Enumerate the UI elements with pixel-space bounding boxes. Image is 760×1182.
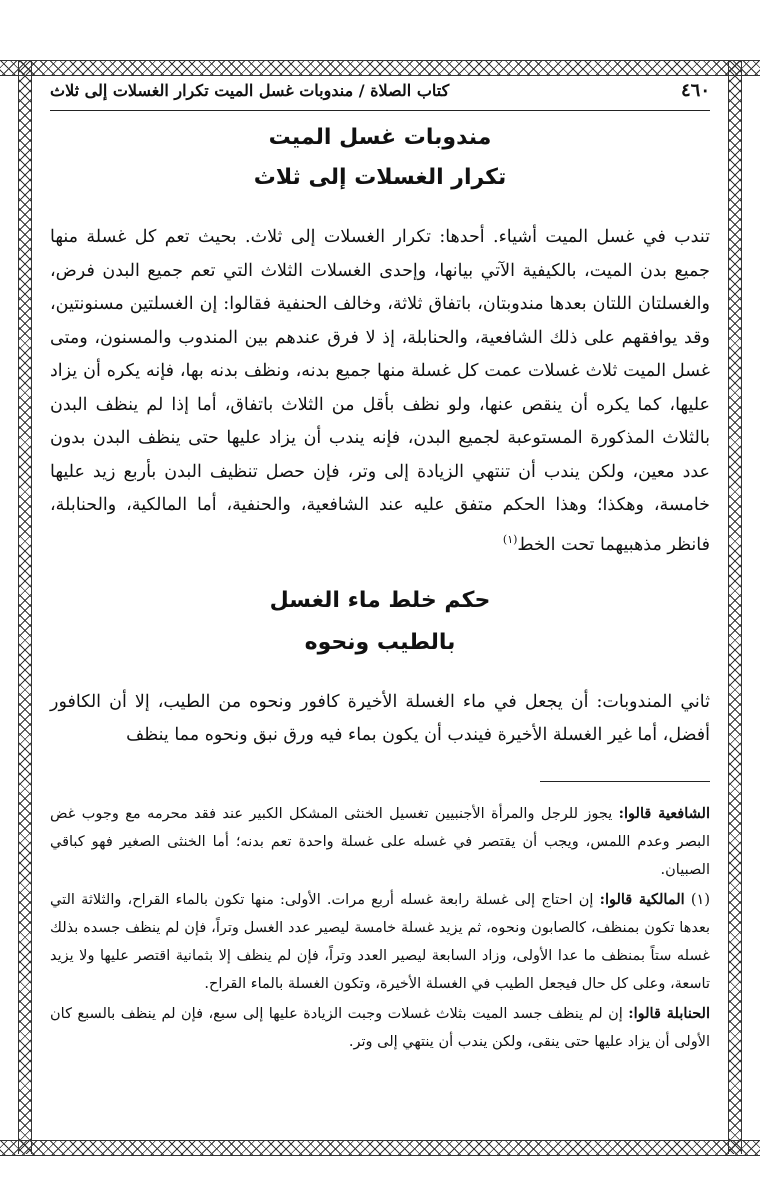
page-number: ٤٦٠ [680,80,710,101]
section-heading-2: حكم خلط ماء الغسل [269,587,491,613]
decorative-border-bottom [0,1140,760,1156]
section-subheading-1: تكرار الغسلات إلى ثلاث [253,165,507,190]
section-heading-1: مندوبات غسل الميت [268,125,492,150]
footnote-shafii [50,800,710,884]
footnote-hanbali-text: إن لم ينظف جسد الميت بثلاث غسلات وجبت الزيادة عليها إلى سبع، فإن لم ينظف بالسبع كان الأولى أن يزاد عليها حتى ينقى، ولكن يندب أن ينتهي إلى وتر. [50,1005,710,1050]
footnote-maliki-text: إن احتاج إلى غسلة رابعة غسله أربع مرات. الأولى: منها تكون بالماء القراح، والثلاثة التي بعدها تكون بمنظف، كالصابون ونحوه، ثم يزيد غسلة خامسة ليصير عدد الغسل وتراً، فإن لم ينظف جسده بذلك غسله ستاً بمنظف ما عدا الأولى، وزاد السابعة ليصير العدد وتراً، فإن لم ينظف إلا بثمانية اقتصر عليها ولا يزيد تاسعة، وعلى كل حال فيجعل الطيب في الغسلة الأخيرة، وتكون الغسلة بالماء القراح. [50,891,710,992]
footnote-number: (١) [690,891,711,908]
paragraph-2: ثاني المندوبات: أن يجعل في ماء الغسلة الأخيرة كافور ونحوه من الطيب، إلا أن الكافور أفضل، أما غير الغسلة الأخيرة فيندب أن يكون بماء فيه ورق نبق ونحوه مما ينظف [50,691,710,746]
section-subheading-2: بالطيب ونحوه [304,629,456,655]
paragraph-1-text: تندب في غسل الميت أشياء. أحدها: تكرار الغسلات إلى ثلاث. بحيث تعم كل غسلة منها جميع بدن الميت، بالكيفية الآتي بيانها، وإحدى الغسلات الثلاث التي تعم جميع البدن فرض، والغسلتان اللتان بعدها مندوبتان، باتفاق ثلاثة، وخالف الحنفية فقالوا: إن الغسلتين مسنونتين، وقد يوافقهم على ذلك الشافعية، والحنابلة، إذ لا فرق عندهم بين المندوب والمسنون، ومتى غسل الميت ثلاث غسلات عمت كل غسلة منها جميع بدنه، ونظف بدنه بها، فإنه يكره أن يزاد عليها، كما يكره أن ينقص عنها، ولو نظف بأقل من الثلاث باتفاق، أما إذا لم ينظف البدن بالثلاث المذكورة المستوعبة لجميع البدن، فإنه يندب أن يزاد عليها حتى ينظف البدن بدون عدد معين، ولكن يندب أن تنتهي الزيادة إلى وتر، فإن حصل تنظيف البدن بأربع زيد عليها خامسة، وهكذا؛ وهذا الحكم متفق عليه عند الشافعية، والحنفية، أما المالكية، والحنابلة، فانظر مذهبيهما تحت الخط [50,227,710,555]
footnote-shafii-text: يجوز للرجل والمرأة الأجنبيين تغسيل الخنثى المشكل الكبير عند فقد محرمه مع وجوب غض البصر وعدم اللمس، ويجب أن يقتصر في غسله على غسلة واحدة تعم بدنه؛ أما الخنثى الصغير فهو كباقي الصبيان. [50,805,710,878]
decorative-border-top [0,60,760,76]
footnote-maliki-label: المالكية قالوا: [599,890,685,908]
page-content [50,80,710,1058]
footnote-separator [540,781,710,782]
running-header [50,80,710,111]
footnote-ref: (١) [502,532,518,546]
footnote-maliki [50,886,710,998]
footnote-hanbali [50,1000,710,1056]
footnote-hanbali-label: الحنابلة قالوا: [628,1004,710,1022]
running-title: كتاب الصلاة / مندوبات غسل الميت تكرار الغسلات إلى ثلاث [50,81,450,100]
decorative-border-left [18,60,32,1154]
paragraph-1 [50,221,710,562]
decorative-border-right [728,60,742,1154]
footnote-shafii-label: الشافعية قالوا: [618,804,711,822]
